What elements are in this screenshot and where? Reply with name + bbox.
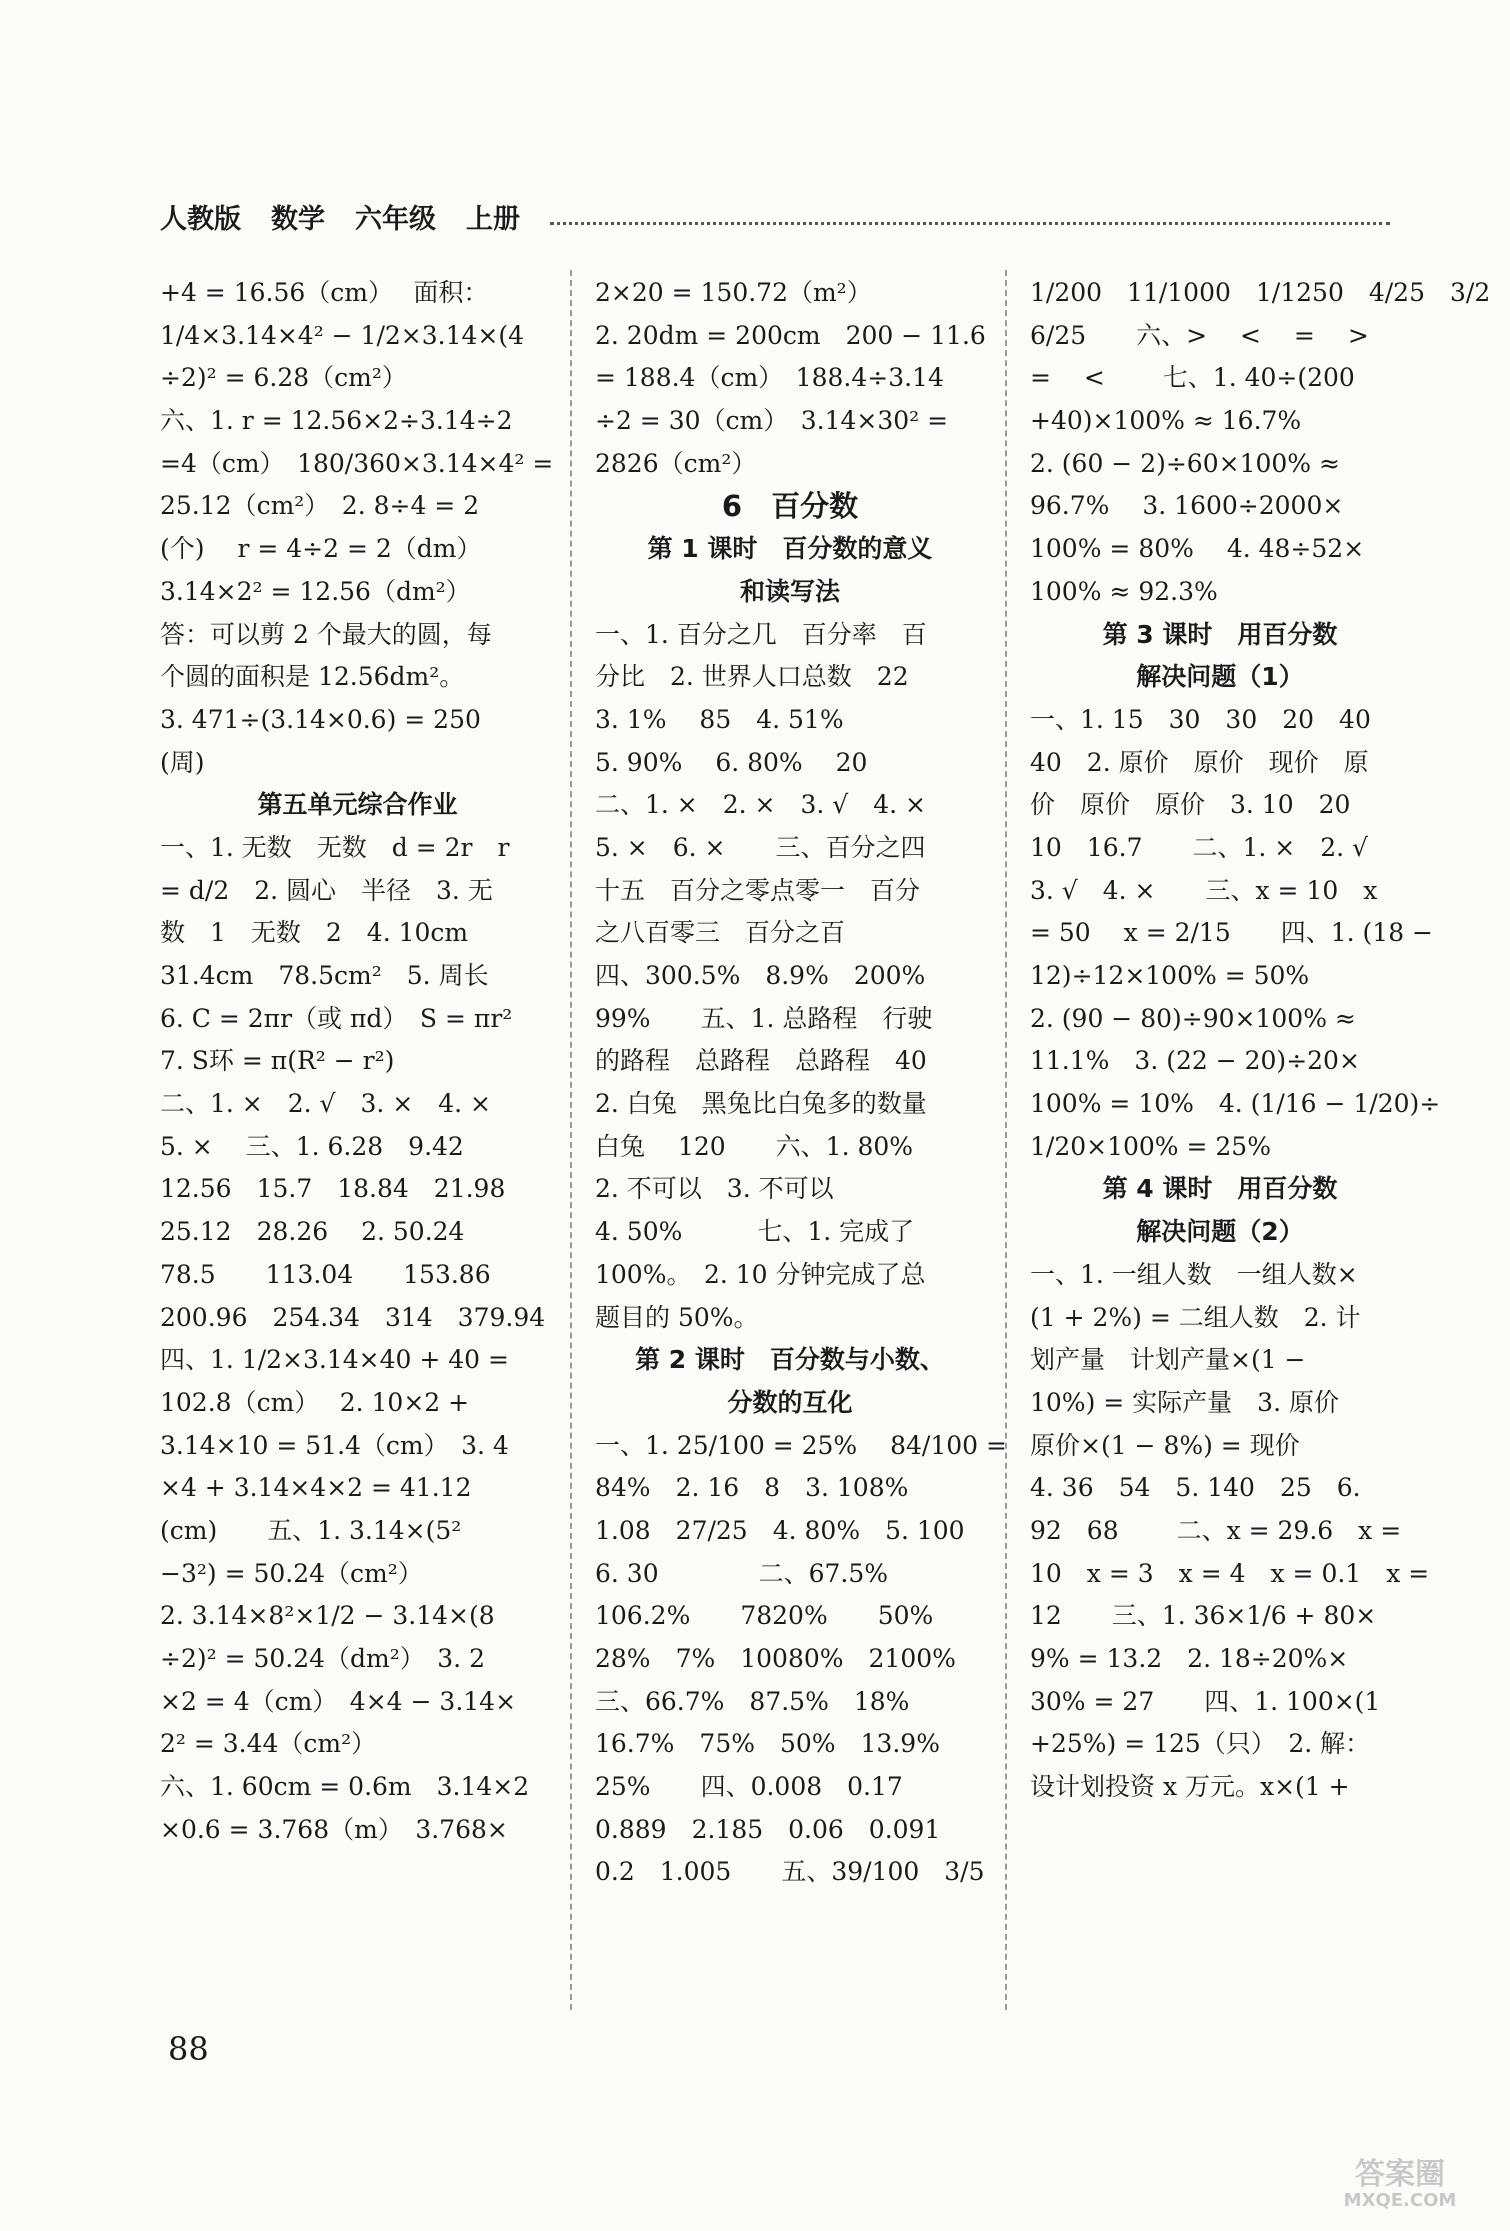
answer-line: 二、1. × 2. × 3. √ 4. ×: [595, 790, 926, 820]
page-number: 88: [168, 2030, 209, 2068]
answer-line: 3. 471÷(3.14×0.6) = 250: [160, 704, 481, 734]
answer-line: 10 16.7 二、1. × 2. √: [1030, 832, 1368, 862]
answer-line: 25.12 28.26 2. 50.24: [160, 1217, 465, 1247]
answer-line: +40)×100% ≈ 16.7%: [1030, 406, 1302, 436]
answer-line: 100%。 2. 10 分钟完成了总: [595, 1259, 926, 1289]
answer-line: 3. 1% 85 4. 51%: [595, 704, 844, 734]
answer-line: ×4 + 3.14×4×2 = 41.12: [160, 1473, 472, 1503]
answer-line: 四、300.5% 8.9% 200%: [595, 961, 926, 990]
answer-line: = d/2 2. 圆心 半径 3. 无: [160, 875, 493, 905]
answer-line: 2. 20dm = 200cm 200 − 11.6: [595, 320, 986, 350]
answer-line: 40 2. 原价 原价 现价 原: [1030, 747, 1369, 777]
answer-line: 4. 36 54 5. 140 25 6.: [1030, 1473, 1361, 1503]
answer-line: (个) r = 4÷2 = 2（dm）: [160, 534, 482, 564]
answer-line: 10 x = 3 x = 4 x = 0.1 x =: [1030, 1558, 1430, 1588]
answer-line: +4 = 16.56（cm） 面积：: [160, 278, 489, 307]
answer-line: −3²) = 50.24（cm²）: [160, 1558, 423, 1588]
answer-line: 30% = 27 四、1. 100×(1: [1030, 1686, 1381, 1716]
answer-line: 4. 50% 七、1. 完成了: [595, 1217, 915, 1247]
answer-line: 100% = 80% 4. 48÷52×: [1030, 534, 1365, 564]
section-heading: 解决问题（1）: [1136, 662, 1304, 692]
answer-line: 16.7% 75% 50% 13.9%: [595, 1729, 940, 1759]
answer-line: 的路程 总路程 总路程 40: [595, 1046, 927, 1076]
answer-line: 1/20×100% = 25%: [1030, 1131, 1271, 1161]
section-heading: 分数的互化: [727, 1387, 853, 1417]
answer-line: 2826（cm²）: [595, 448, 757, 478]
answer-line: 102.8（cm） 2. 10×2 +: [160, 1387, 470, 1417]
answer-line: (cm) 五、1. 3.14×(5²: [160, 1515, 462, 1545]
answer-column-2: [595, 272, 1007, 2032]
answer-line: = 188.4（cm） 188.4÷3.14: [595, 363, 944, 393]
answer-line: 答：可以剪 2 个最大的圆，每: [160, 619, 492, 649]
answer-line: 数 1 无数 2 4. 10cm: [160, 918, 469, 948]
answer-line: 2. 3.14×8²×1/2 − 3.14×(8: [160, 1601, 495, 1631]
answer-line: 一、1. 15 30 30 20 40: [1030, 704, 1371, 734]
answer-line: 5. × 三、1. 6.28 9.42: [160, 1131, 464, 1161]
answer-line: 6/25 六、> < = >: [1030, 320, 1369, 350]
section-heading: 6 百分数: [721, 489, 859, 524]
answer-column-1: [160, 272, 555, 2032]
answer-line: 200.96 254.34 314 379.94: [160, 1302, 546, 1332]
answer-line: 十五 百分之零点零一 百分: [595, 875, 921, 905]
answer-line: 白兔 120 六、1. 80%: [595, 1131, 914, 1161]
watermark-url: MXQE.COM: [1343, 2190, 1457, 2211]
answer-line: 9% = 13.2 2. 18÷20%×: [1030, 1644, 1349, 1673]
section-heading: 解决问题（2）: [1136, 1217, 1304, 1247]
section-heading: 第 3 课时 用百分数: [1102, 619, 1338, 649]
answer-line: 之八百零三 百分之百: [595, 918, 846, 948]
answer-line: 11.1% 3. (22 − 20)÷20×: [1030, 1046, 1360, 1076]
answer-line: 92 68 二、x = 29.6 x =: [1030, 1515, 1402, 1545]
answer-line: 1/200 11/1000 1/1250 4/25 3/2: [1030, 278, 1491, 307]
answer-line: 2. 不可以 3. 不可以: [595, 1174, 834, 1204]
section-heading: 第 4 课时 用百分数: [1102, 1174, 1338, 1204]
answer-line: = 50 x = 2/15 四、1. (18 −: [1030, 918, 1433, 948]
answer-line: 10%) = 实际产量 3. 原价: [1030, 1387, 1339, 1417]
answer-line: 99% 五、1. 总路程 行驶: [595, 1003, 933, 1033]
answer-line: 二、1. × 2. √ 3. × 4. ×: [160, 1089, 491, 1119]
answer-line: 84% 2. 16 8 3. 108%: [595, 1473, 909, 1503]
answer-line: 个圆的面积是 12.56dm²。: [160, 662, 465, 692]
subject-label: 数学: [271, 203, 325, 235]
answer-line: 3. √ 4. × 三、x = 10 x: [1030, 875, 1378, 905]
answer-line: 28% 7% 10080% 2100%: [595, 1644, 956, 1673]
answer-line: 12.56 15.7 18.84 21.98: [160, 1174, 506, 1204]
answer-line: 25.12（cm²） 2. 8÷4 = 2: [160, 491, 480, 521]
answer-line: 3.14×2² = 12.56（dm²）: [160, 576, 471, 606]
volume-label: 上册: [466, 203, 520, 235]
answer-line: = < 七、1. 40÷(200: [1030, 363, 1355, 393]
answer-line: 100% = 10% 4. (1/16 − 1/20)÷: [1030, 1089, 1441, 1119]
section-heading: 第 2 课时 百分数与小数、: [635, 1345, 945, 1375]
answer-line: 分比 2. 世界人口总数 22: [595, 662, 909, 692]
answer-line: ×2 = 4（cm） 4×4 − 3.14×: [160, 1686, 517, 1716]
answer-line: 0.2 1.005 五、39/100 3/5: [595, 1857, 985, 1887]
answer-line: 31.4cm 78.5cm² 5. 周长: [160, 961, 489, 990]
answer-line: 106.2% 7820% 50%: [595, 1601, 934, 1631]
answer-line: 划产量 计划产量×(1 −: [1030, 1345, 1306, 1375]
answer-line: 题目的 50%。: [595, 1302, 759, 1332]
answer-line: 100% ≈ 92.3%: [1030, 576, 1218, 606]
answer-line: 一、1. 百分之几 百分率 百: [595, 619, 927, 649]
answer-line: ÷2 = 30（cm） 3.14×30² =: [595, 406, 949, 436]
answer-line: 设计划投资 x 万元。x×(1 +: [1030, 1772, 1350, 1802]
answer-line: 25% 四、0.008 0.17: [595, 1772, 903, 1802]
edition-label: 人教版: [160, 203, 241, 235]
answer-line: 三、66.7% 87.5% 18%: [595, 1686, 910, 1716]
answer-line: 六、1. 60cm = 0.6m 3.14×2: [160, 1772, 530, 1802]
answer-line: ÷2)² = 50.24（dm²） 3. 2: [160, 1644, 485, 1673]
answer-line: 6. C = 2πr（或 πd） S = πr²: [160, 1003, 513, 1033]
answer-line: 12)÷12×100% = 50%: [1030, 961, 1310, 990]
answer-column-3: [1030, 272, 1491, 2032]
answer-line: 四、1. 1/2×3.14×40 + 40 =: [160, 1345, 509, 1375]
answer-line: 5. × 6. × 三、百分之四: [595, 832, 926, 862]
answer-line: 0.889 2.185 0.06 0.091: [595, 1814, 941, 1844]
watermark-text: 答案圈: [1355, 2157, 1445, 2192]
answer-line: =4（cm） 180/360×3.14×4² =: [160, 448, 554, 478]
answer-line: 六、1. r = 12.56×2÷3.14÷2: [160, 406, 513, 436]
answer-line: 一、1. 无数 无数 d = 2r r: [160, 832, 510, 862]
column-divider: [1005, 270, 1007, 2010]
answer-line: +25%) = 125（只） 2. 解：: [1030, 1729, 1371, 1759]
answer-line: 1/4×3.14×4² − 1/2×3.14×(4: [160, 320, 525, 350]
answer-line: ×0.6 = 3.768（m） 3.768×: [160, 1814, 508, 1844]
page-header: [160, 196, 1390, 236]
answer-line: 2×20 = 150.72（m²）: [595, 278, 872, 307]
watermark-logo: [1300, 2157, 1500, 2220]
answer-line: 5. 90% 6. 80% 20: [595, 747, 868, 777]
answer-line: (1 + 2%) = 二组人数 2. 计: [1030, 1302, 1361, 1332]
answer-line: 1.08 27/25 4. 80% 5. 100: [595, 1515, 965, 1545]
answer-line: 2. (60 − 2)÷60×100% ≈: [1030, 448, 1340, 478]
answer-line: 6. 30 二、67.5%: [595, 1558, 889, 1588]
answer-line: 78.5 113.04 153.86: [160, 1259, 491, 1289]
column-divider: [570, 270, 572, 2010]
answer-line: 12 三、1. 36×1/6 + 80×: [1030, 1601, 1377, 1631]
answer-line: 一、1. 一组人数 一组人数×: [1030, 1259, 1358, 1289]
grade-label: 六年级: [355, 203, 436, 235]
section-heading: 第 1 课时 百分数的意义: [647, 534, 933, 564]
answer-line: 原价×(1 − 8%) = 现价: [1030, 1430, 1300, 1460]
answer-line: 2² = 3.44（cm²）: [160, 1729, 377, 1759]
header-dotted-rule: [550, 208, 1390, 225]
answer-line: 3.14×10 = 51.4（cm） 3. 4: [160, 1430, 509, 1460]
answer-line: 2. (90 − 80)÷90×100% ≈: [1030, 1003, 1356, 1033]
answer-line: ÷2)² = 6.28（cm²）: [160, 363, 407, 393]
section-heading: 第五单元综合作业: [257, 790, 458, 820]
answer-line: 价 原价 原价 3. 10 20: [1030, 790, 1351, 820]
section-heading: 和读写法: [739, 576, 840, 606]
answer-line: (周): [160, 747, 205, 777]
answer-line: 7. S环 = π(R² − r²): [160, 1046, 395, 1076]
answer-line: 一、1. 25/100 = 25% 84/100 =: [595, 1430, 1007, 1460]
answer-line: 2. 白兔 黑兔比白兔多的数量: [595, 1089, 927, 1119]
answer-line: 96.7% 3. 1600÷2000×: [1030, 491, 1344, 521]
